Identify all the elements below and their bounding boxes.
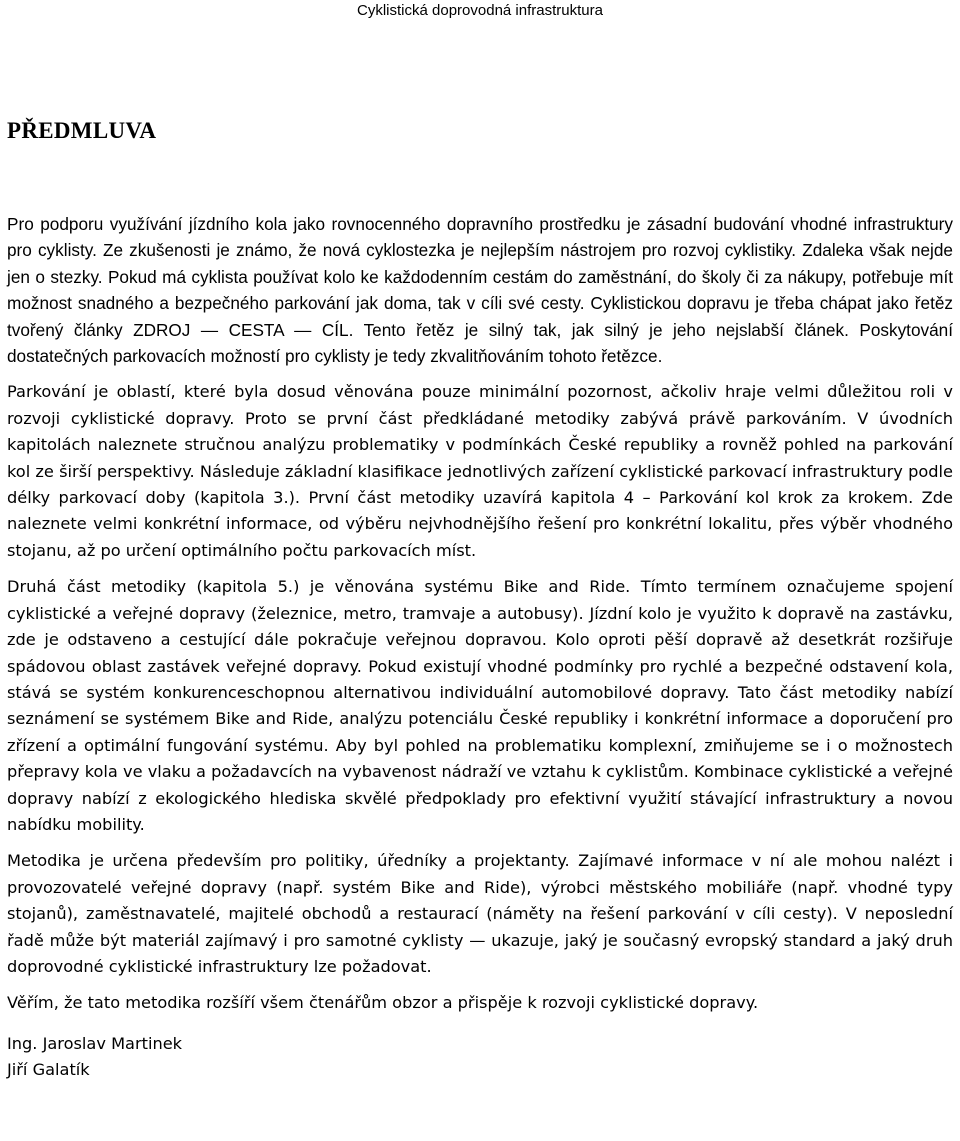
paragraph-bike-and-ride: Druhá část metodiky (kapitola 5.) je věnována systému Bike and Ride. Tímto termínem označujeme spojení cyklistické a veřejné dopravy (železnice, metro, tramvaje a autobusy). Jízdní kolo je využito k dopravě na zastávku, zde je odstaveno a cestující dále pokračuje veřejnou dopravou. Kolo oproti pěší dopravě až desetkrát rozšiřuje spádovou oblast zastávek veřejné dopravy. Pokud existují vhodné podmínky pro rychlé a bezpečné odstavení kola, stává se systém konkurenceschopnou alternativou individuální automobilové dopravy. Tato část metodiky nabízí seznámení se systémem Bike and Ride, analýzu potenciálu České republiky i konkrétní informace a doporučení pro zřízení a optimální fungování systému. Aby byl pohled na problematiku komplexní, zmiňujeme se i o možnostech přepravy kola ve vlaku a požadavcích na vybavenost nádraží ve vztahu k cyklistům. Kombinace cyklistické a veřejné dopravy nabízí z ekologického hlediska skvělé předpoklady pro efektivní využití stávající infrastruktury a novou nabídku mobility. [7,577,953,834]
signature-author-2: Jiří Galatík [7,1059,90,1079]
signature-author-1: Ing. Jaroslav Martinek [7,1033,183,1053]
paragraph-parking: Parkování je oblastí, které byla dosud věnována pouze minimální pozornost, ačkoliv hraje velmi důležitou roli v rozvoji cyklistické dopravy. Proto se první část předkládané metodiky zabývá právě parkováním. V úvodních kapitolách naleznete stručnou analýzu problematiky v podmínkách České republiky a rovněž pohled na parkování kol ze širší perspektivy. Následuje základní klasifikace jednotlivých zařízení cyklistické parkovací infrastruktury podle délky parkovací doby (kapitola 3.). První část metodiky uzavírá kapitola 4 – Parkování kol krok za krokem. Zde naleznete velmi konkrétní informace, od výběru nejvhodnějšího řešení pro konkrétní lokalitu, přes výběr vhodného stojanu, až po určení optimálního počtu parkovacích míst. [7,382,953,560]
page-title: PŘEDMLUVA [7,118,157,143]
paragraph-audience: Metodika je určena především pro politiky, úředníky a projektanty. Zajímavé informace v ní ale mohou nalézt i provozovatelé veřejné dopravy (např. systém Bike and Ride), výrobci městského mobiliáře (např. vhodné typy stojanů), zaměstnavatelé, majitelé obchodů a restaurací (náměty na řešení parkování v cíli cesty). V neposlední řadě může být materiál zajímavý i pro samotné cyklisty — ukazuje, jaký je současný evropský standard a jaký druh doprovodné cyklistické infrastruktury lze požadovat. [7,851,953,976]
document-body [7,211,953,1083]
paragraph-intro: Pro podporu využívání jízdního kola jako rovnocenného dopravního prostředku je zásadní budování vhodné infrastruktury pro cyklisty. Ze zkušenosti je známo, že nová cyklostezka je nejlepším nástrojem pro rozvoj cyklistiky. Zdaleka však nejde jen o stezky. Pokud má cyklista používat kolo ke každodenním cestám do zaměstnání, do školy či za nákupy, potřebuje mít možnost snadného a bezpečného parkování jak doma, tak v cíli své cesty. Cyklistickou dopravu je třeba chápat jako řetěz tvořený články ZDROJ — CESTA — CÍL. Tento řetěz je silný tak, jak silný je jeho nejslabší článek. Poskytování dostatečných parkovacích možností pro cyklisty je tedy zkvalitňováním tohoto řetězce. [7,214,953,367]
running-header: Cyklistická doprovodná infrastruktura [357,2,603,19]
paragraph-closing: Věřím, že tato metodika rozšíří všem čtenářům obzor a přispěje k rozvoji cyklistické dopravy. [7,993,759,1013]
signature-block [7,1031,953,1083]
